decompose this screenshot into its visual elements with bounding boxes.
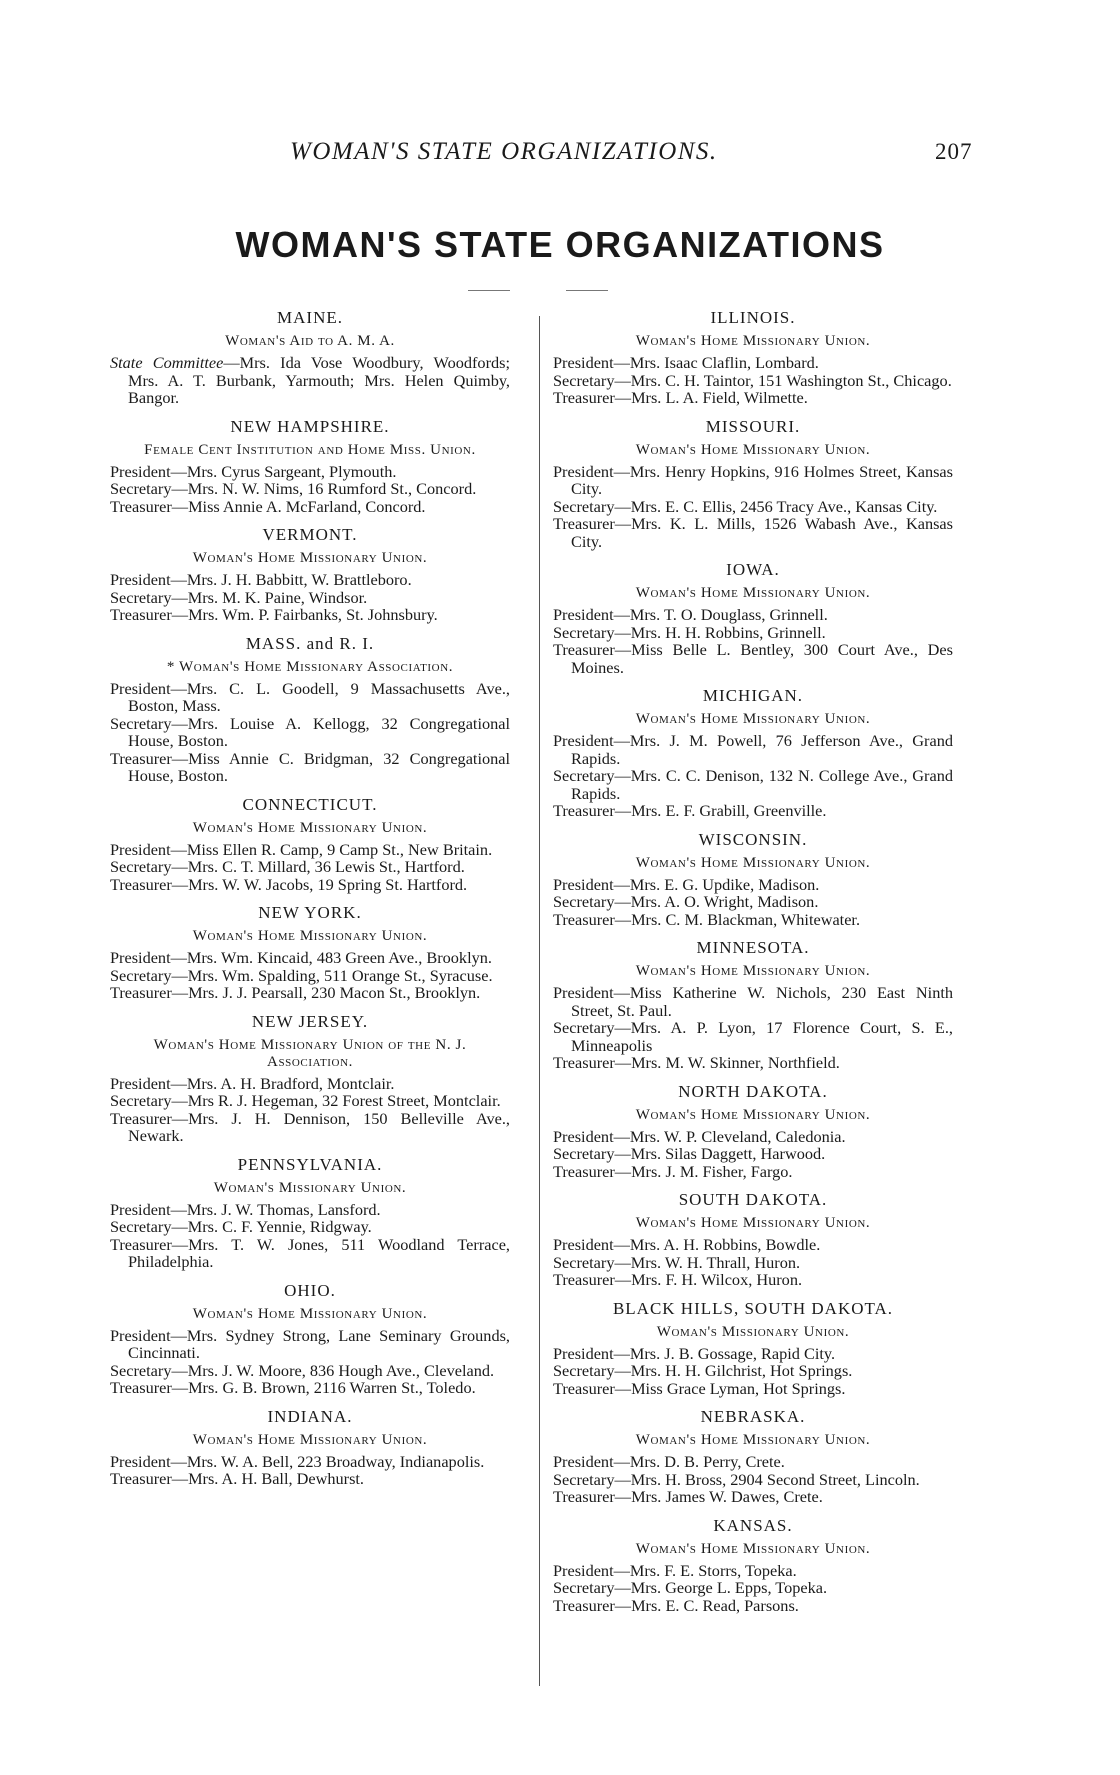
officer-entry: [553, 389, 953, 407]
entry-text: Secretary—Mrs. H. H. Robbins, Grinnell.: [553, 622, 826, 642]
state-heading: KANSAS.: [713, 1515, 793, 1535]
entry-text: Treasurer—Mrs. T. W. Jones, 511 Woodland Terrace, Philadelphia.: [110, 1234, 510, 1271]
state-section: [110, 1281, 510, 1397]
entry-text: Treasurer—Mrs. M. W. Skinner, Northfield.: [553, 1053, 840, 1072]
entry-text: Secretary—Mrs. Wm. Spalding, 511 Orange St., Syracuse.: [110, 965, 493, 985]
entry-text: President—Miss Ellen R. Camp, 9 Camp St., New Britain.: [110, 839, 493, 859]
entry-text: Secretary—Mrs. H. Bross, 2904 Second Street, Lincoln.: [553, 1469, 920, 1489]
state-section: [553, 830, 953, 929]
entry-text: Secretary—Mrs. C. C. Denison, 132 N. College Ave., Grand Rapids.: [553, 766, 953, 803]
organization-name: Woman's Home Missionary Union.: [192, 928, 428, 944]
organization-name: Woman's Home Missionary Union.: [635, 854, 871, 871]
officer-entry: [553, 1562, 953, 1580]
organization-name: Woman's Home Missionary Union.: [192, 1305, 428, 1322]
entry-text: Secretary—Mrs. M. K. Paine, Windsor.: [110, 587, 368, 607]
organization-name: * Woman's Home Missionary Association.: [166, 658, 454, 675]
officer-entry: [553, 515, 953, 550]
entry-text: President—Miss Katherine W. Nichols, 230 East Ninth Street, St. Paul.: [553, 983, 953, 1020]
entry-text: Treasurer—Miss Belle L. Bentley, 300 Court Ave., Des Moines.: [553, 640, 953, 677]
entry-text: Treasurer—Mrs. C. M. Blackman, Whitewater.: [553, 909, 861, 929]
column-divider: [539, 316, 540, 1686]
left-column: [110, 298, 510, 1494]
state-heading: NEW HAMPSHIRE.: [230, 416, 390, 436]
officer-entry: [553, 372, 953, 390]
entry-text: Treasurer—Mrs. W. W. Jacobs, 19 Spring St. Hartford.: [110, 874, 468, 894]
state-section: [110, 1407, 510, 1488]
state-heading: MISSOURI.: [705, 416, 801, 436]
state-section: [110, 525, 510, 624]
officer-entry: [110, 606, 510, 624]
state-section: [553, 938, 953, 1072]
state-section: [553, 560, 953, 676]
state-section: [553, 417, 953, 551]
entry-text: President—Mrs. Sydney Strong, Lane Seminary Grounds, Cincinnati.: [110, 1325, 510, 1362]
entry-text: President—Mrs. C. L. Goodell, 9 Massachusetts Ave., Boston, Mass.: [110, 678, 510, 715]
officer-entry: [553, 641, 953, 676]
officer-entry: [110, 571, 510, 589]
state-heading: NEW JERSEY.: [251, 1011, 369, 1031]
title-rule-left: [468, 290, 510, 291]
organization-name: Woman's Home Missionary Union.: [635, 333, 871, 349]
officer-entry: [553, 606, 953, 624]
entry-text: Secretary—Mrs. George L. Epps, Topeka.: [553, 1578, 828, 1597]
entry-text: President—Mrs. D. B. Perry, Crete.: [553, 1452, 785, 1471]
entry-text: President—Mrs. J. B. Gossage, Rapid City.: [553, 1343, 836, 1363]
entry-text: Treasurer—Mrs. E. C. Read, Parsons.: [553, 1595, 799, 1615]
entry-text: Treasurer—Miss Annie A. McFarland, Concord.: [110, 496, 426, 516]
state-heading: BLACK HILLS, SOUTH DAKOTA.: [612, 1298, 894, 1318]
officer-entry: [110, 589, 510, 607]
entry-text: President—Mrs. W. P. Cleveland, Caledonia.: [553, 1126, 846, 1146]
officer-entry: [110, 1236, 510, 1271]
state-heading: SOUTH DAKOTA.: [678, 1190, 828, 1209]
state-section: [553, 1190, 953, 1289]
officer-entry: [553, 498, 953, 516]
officer-entry: [553, 893, 953, 911]
organization-name: Woman's Home Missionary Union.: [635, 963, 871, 979]
organization-name: Woman's Aid to A. M. A.: [225, 333, 395, 349]
officer-entry: [110, 949, 510, 967]
state-heading: ILLINOIS.: [710, 308, 796, 327]
entry-text: President—Mrs. Cyrus Sargeant, Plymouth.: [110, 461, 397, 481]
organization-name: Woman's Home Missionary Union.: [635, 711, 871, 727]
officer-entry: [110, 1092, 510, 1110]
entry-text: Secretary—Mrs R. J. Hegeman, 32 Forest Street, Montclair.: [110, 1091, 501, 1110]
state-section: [553, 1299, 953, 1398]
entry-text: President—Mrs. W. A. Bell, 223 Broadway, Indianapolis.: [110, 1451, 485, 1471]
state-heading: WISCONSIN.: [698, 829, 808, 849]
state-heading: MASS. and R. I.: [245, 633, 375, 653]
entry-text: President—Mrs. Henry Hopkins, 916 Holmes Street, Kansas City.: [553, 461, 953, 498]
entry-text: Treasurer—Mrs. F. H. Wilcox, Huron.: [553, 1270, 803, 1289]
officer-entry: [110, 984, 510, 1002]
state-section: [110, 1155, 510, 1271]
officer-entry: [553, 1128, 953, 1146]
entry-text: Treasurer—Mrs. Wm. P. Fairbanks, St. Johnsbury.: [110, 605, 438, 624]
entry-text: President—Mrs. Wm. Kincaid, 483 Green Ave., Brooklyn.: [110, 948, 492, 967]
entry-text: Secretary—Mrs. A. P. Lyon, 17 Florence Court, S. E., Minneapolis: [553, 1018, 953, 1055]
organization-name: Woman's Home Missionary Union.: [192, 819, 428, 836]
officer-entry: [110, 463, 510, 481]
officer-entry: [553, 1471, 953, 1489]
entry-text: President—Mrs. Isaac Claflin, Lombard.: [553, 353, 819, 372]
state-section: [110, 634, 510, 785]
officer-entry: [553, 1579, 953, 1597]
officer-entry: [553, 1163, 953, 1181]
officer-entry: [110, 1201, 510, 1219]
officer-entry: [553, 624, 953, 642]
state-heading: CONNECTICUT.: [242, 794, 378, 814]
entry-text: Treasurer—Mrs. G. B. Brown, 2116 Warren St., Toledo.: [110, 1378, 476, 1397]
officer-entry: [110, 841, 510, 859]
officer-entry: [553, 911, 953, 929]
officer-entry: [110, 680, 510, 715]
entry-text: Secretary—Mrs. E. C. Ellis, 2456 Tracy Ave., Kansas City.: [553, 496, 938, 516]
entry-text: Treasurer—Mrs. J. M. Fisher, Fargo.: [553, 1161, 793, 1181]
entry-text: Secretary—Mrs. C. H. Taintor, 151 Washington St., Chicago.: [553, 370, 952, 390]
organization-name: Female Cent Institution and Home Miss. Union.: [144, 441, 476, 458]
entry-text: President—Mrs. F. E. Storrs, Topeka.: [553, 1560, 797, 1580]
officer-entry: [110, 715, 510, 750]
page-title: WOMAN'S STATE ORGANIZATIONS: [235, 224, 885, 265]
officer-entry: [553, 1236, 953, 1254]
state-section: [110, 903, 510, 1002]
entry-text: Treasurer—Mrs. A. H. Ball, Dewhurst.: [110, 1469, 364, 1488]
officer-entry: [110, 858, 510, 876]
organization-name: Woman's Home Missionary Union.: [635, 1106, 871, 1123]
entry-text: President—Mrs. A. H. Bradford, Montclair.: [110, 1073, 395, 1093]
organization-name: Woman's Home Missionary Union.: [635, 1215, 871, 1231]
officer-entry: [553, 1345, 953, 1363]
officer-entry: [553, 767, 953, 802]
entry-text: Treasurer—Mrs. E. F. Grabill, Greenville.: [553, 801, 827, 820]
officer-entry: [553, 1254, 953, 1272]
state-heading: MAINE.: [277, 308, 343, 327]
state-section: [110, 417, 510, 516]
entry-text: Secretary—Mrs. A. O. Wright, Madison.: [553, 892, 819, 911]
state-heading: NEBRASKA.: [700, 1407, 806, 1426]
entry-text: Treasurer—Miss Grace Lyman, Hot Springs.: [553, 1378, 846, 1398]
officer-entry: [553, 1054, 953, 1072]
entry-text: Secretary—Mrs. W. H. Thrall, Huron.: [553, 1252, 801, 1272]
officer-entry: [110, 1453, 510, 1471]
officer-entry: [553, 1380, 953, 1398]
state-section: [553, 1516, 953, 1615]
officer-entry: [553, 984, 953, 1019]
organization-name: Woman's Home Missionary Union.: [192, 550, 428, 566]
entry-text: Treasurer—Mrs. James W. Dawes, Crete.: [553, 1487, 823, 1506]
entry-text: President—Mrs. J. H. Babbitt, W. Brattleboro.: [110, 570, 412, 589]
officer-entry: [110, 1327, 510, 1362]
entry-text: President—Mrs. J. M. Powell, 76 Jefferson Ave., Grand Rapids.: [553, 731, 953, 768]
entry-text: Secretary—Mrs. C. T. Millard, 36 Lewis St., Hartford.: [110, 857, 465, 876]
entry-text: Secretary—Mrs. H. H. Gilchrist, Hot Springs.: [553, 1361, 853, 1380]
entry-text: Treasurer—Mrs. J. H. Dennison, 150 Belleville Ave., Newark.: [110, 1108, 510, 1145]
state-section: [553, 308, 953, 407]
entry-text: President—Mrs. J. W. Thomas, Lansford.: [110, 1199, 381, 1219]
right-column: [553, 298, 953, 1620]
officer-entry: [553, 354, 953, 372]
officer-entry: [553, 1453, 953, 1471]
officer-entry: [110, 354, 510, 407]
state-heading: NEW YORK.: [258, 903, 362, 922]
state-section: [110, 1012, 510, 1145]
officer-entry: [553, 876, 953, 894]
entry-text: President—Mrs. E. G. Updike, Madison.: [553, 874, 820, 894]
organization-name: Woman's Home Missionary Union.: [635, 441, 871, 458]
officer-entry: [110, 1110, 510, 1145]
state-section: [110, 795, 510, 894]
state-heading: MINNESOTA.: [696, 938, 810, 957]
organization-name: Woman's Home Missionary Union.: [635, 1432, 871, 1448]
entry-text: Secretary—Mrs. Silas Daggett, Harwood.: [553, 1144, 826, 1163]
entry-text: Treasurer—Miss Annie C. Bridgman, 32 Congregational House, Boston.: [110, 748, 510, 785]
officer-entry: [553, 1488, 953, 1506]
officer-entry: [110, 1218, 510, 1236]
page-number: 207: [935, 139, 973, 164]
officer-entry: [553, 1362, 953, 1380]
state-heading: PENNSYLVANIA.: [237, 1154, 383, 1174]
officer-entry: [110, 876, 510, 894]
organization-name: Woman's Home Missionary Union.: [635, 585, 871, 601]
running-head: [0, 138, 1120, 178]
entry-text: Treasurer—Mrs. J. J. Pearsall, 230 Macon St., Brooklyn.: [110, 983, 481, 1002]
officer-entry: [110, 1075, 510, 1093]
entry-title: State Committee: [110, 353, 224, 372]
entry-text: Treasurer—Mrs. K. L. Mills, 1526 Wabash Ave., Kansas City.: [553, 514, 953, 551]
state-section: [553, 686, 953, 820]
entry-text: Secretary—Mrs. Louise A. Kellogg, 32 Congregational House, Boston.: [110, 713, 510, 750]
running-title: WOMAN'S STATE ORGANIZATIONS.: [290, 138, 718, 165]
organization-name: Woman's Home Missionary Union of the N. J. Association.: [153, 1036, 467, 1070]
entry-text: President—Mrs. A. H. Robbins, Bowdle.: [553, 1235, 821, 1254]
officer-entry: [110, 750, 510, 785]
state-section: [553, 1407, 953, 1506]
officer-entry: [110, 498, 510, 516]
officer-entry: [553, 1597, 953, 1615]
officer-entry: [553, 732, 953, 767]
state-heading: OHIO.: [284, 1280, 336, 1300]
entry-text: President—Mrs. T. O. Douglass, Grinnell.: [553, 605, 828, 624]
entry-text: —Mrs. Ida Vose Woodbury, Woodfords; Mrs. A. T. Burbank, Yarmouth; Mrs. Helen Quimby, Bangor.: [128, 353, 510, 407]
state-section: [553, 1082, 953, 1181]
officer-entry: [553, 802, 953, 820]
entry-text: Secretary—Mrs. J. W. Moore, 836 Hough Ave., Cleveland.: [110, 1360, 495, 1380]
officer-entry: [553, 1271, 953, 1289]
officer-entry: [110, 480, 510, 498]
title-rule-right: [566, 290, 608, 291]
entry-text: Secretary—Mrs. N. W. Nims, 16 Rumford St., Concord.: [110, 479, 477, 498]
organization-name: Woman's Missionary Union.: [213, 1179, 407, 1196]
state-section: [110, 308, 510, 407]
entry-text: Treasurer—Mrs. L. A. Field, Wilmette.: [553, 388, 808, 407]
officer-entry: [110, 1379, 510, 1397]
officer-entry: [110, 1362, 510, 1380]
officer-entry: [553, 463, 953, 498]
officer-entry: [553, 1019, 953, 1054]
officer-entry: [110, 1470, 510, 1488]
entry-text: Secretary—Mrs. C. F. Yennie, Ridgway.: [110, 1217, 372, 1236]
organization-name: Woman's Home Missionary Union.: [192, 1431, 428, 1448]
state-heading: VERMONT.: [262, 525, 358, 544]
officer-entry: [553, 1145, 953, 1163]
state-heading: MICHIGAN.: [702, 686, 804, 705]
state-heading: NORTH DAKOTA.: [678, 1081, 828, 1101]
state-heading: IOWA.: [726, 560, 780, 579]
state-heading: INDIANA.: [267, 1406, 353, 1426]
organization-name: Woman's Missionary Union.: [656, 1323, 850, 1340]
officer-entry: [110, 967, 510, 985]
organization-name: Woman's Home Missionary Union.: [635, 1540, 871, 1557]
